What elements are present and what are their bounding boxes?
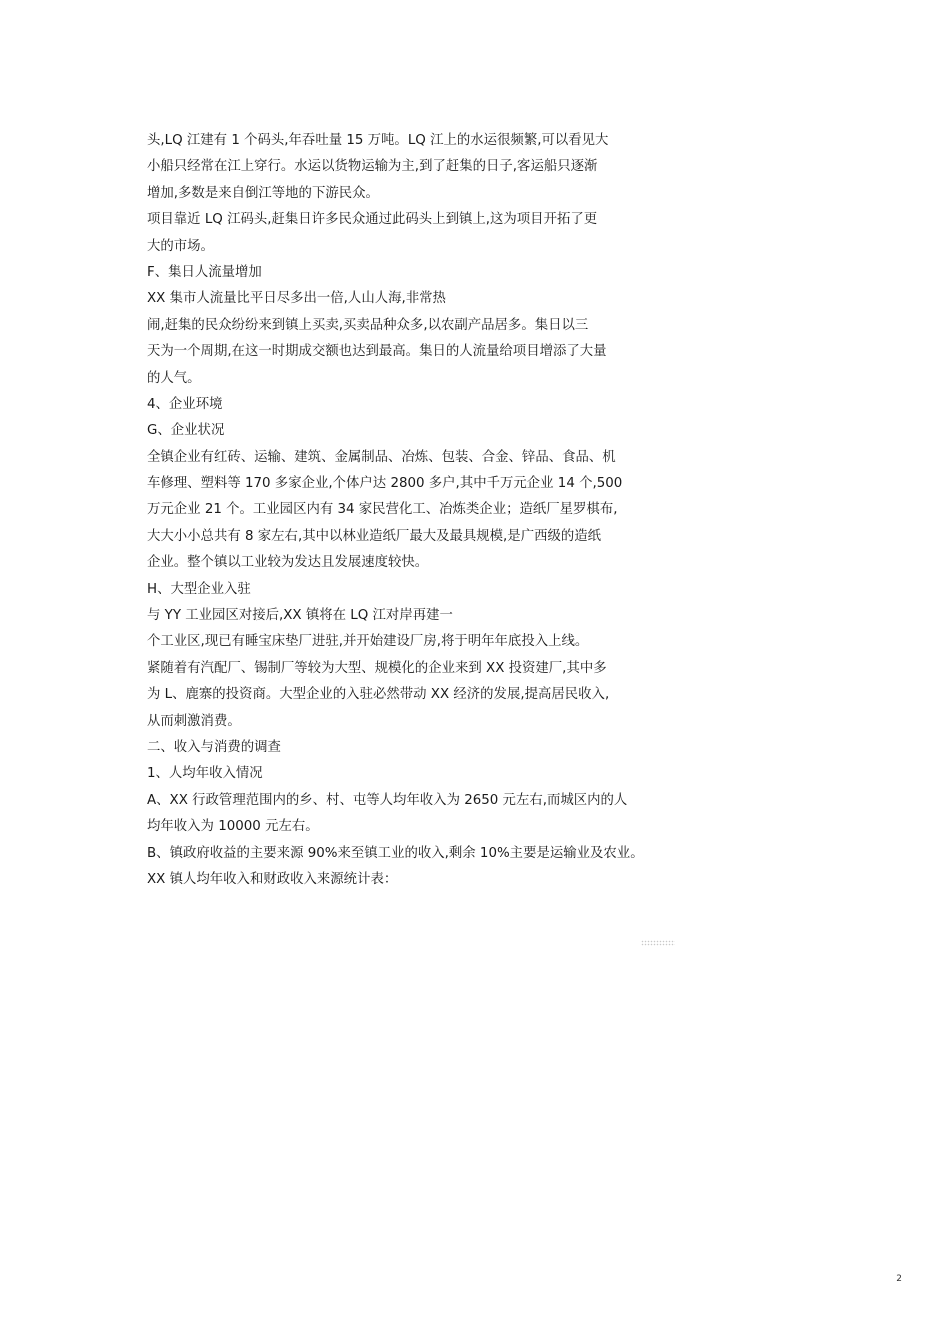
section-heading: H、大型企业入驻 [147,581,251,597]
text-line: 个工业区,现已有睡宝床垫厂进驻,并开始建设厂房,将于明年年底投入上线。 [147,634,589,650]
text-line: 与 YY 工业园区对接后,XX 镇将在 LQ 江对岸再建一 [147,608,453,624]
page-number: 2 [896,1274,902,1284]
text-line: 紧随着有汽配厂、锡制厂等较为大型、规模化的企业来到 XX 投资建厂,其中多 [147,660,607,676]
text-line: 头,LQ 江建有 1 个码头,年吞吐量 15 万吨。LQ 江上的水运很频繁,可以看见大 [147,133,609,148]
text-line: 的人气。 [147,370,201,386]
text-line: A、XX 行政管理范围内的乡、村、屯等人均年收入为 2650 元左右,而城区内的人 [147,792,628,808]
text-line: 万元企业 21 个。工业园区内有 34 家民营化工、冶炼类企业；造纸厂星罗棋布, [147,502,618,518]
text-line: 天为一个周期,在这一时期成交额也达到最高。集日的人流量给项目增添了大量 [147,344,607,360]
text-line: XX 集市人流量比平日尽多出一倍,人山人海,非常热 [147,291,446,307]
text-line: B、镇政府收益的主要来源 90%来至镇工业的收入,剩余 10%主要是运输业及农业。 [147,845,644,861]
text-line: 为 L、鹿寨的投资商。大型企业的入驻必然带动 XX 经济的发展,提高居民收入, [147,687,610,703]
section-heading: 二、收入与消费的调查 [147,739,281,755]
section-heading: 4、企业环境 [147,396,223,412]
section-heading: 1、人均年收入情况 [147,766,263,782]
text-line: 项目靠近 LQ 江码头,赶集日许多民众通过此码头上到镇上,这为项目开拓了更 [147,212,598,228]
document-body [147,128,647,893]
section-heading: G、企业状况 [147,423,225,439]
text-line: 从而刺激消费。 [147,713,241,729]
text-line: 大大小小总共有 8 家左右,其中以林业造纸厂最大及最具规模,是广西级的造纸 [147,528,602,544]
text-line: XX 镇人均年收入和财政收入来源统计表： [147,871,398,887]
text-line: 闹,赶集的民众纷纷来到镇上买卖,买卖品种众多,以农副产品居多。集日以三 [147,317,589,333]
text-line: 增加,多数是来自倒江等地的下游民众。 [147,185,379,201]
text-line: 小船只经常在江上穿行。水运以货物运输为主,到了赶集的日子,客运船只逐渐 [147,159,598,175]
text-line: 均年收入为 10000 元左右。 [147,819,319,835]
faint-dot-mark [641,940,675,946]
text-line: 车修理、塑料等 170 多家企业,个体户达 2800 多户,其中千万元企业 14 个,500 [147,476,623,492]
text-line: 全镇企业有红砖、运输、建筑、金属制品、冶炼、包装、合金、锌品、食品、机 [147,449,616,465]
section-heading: F、集日人流量增加 [147,264,262,280]
text-line: 企业。整个镇以工业较为发达且发展速度较快。 [147,555,429,571]
text-line: 大的市场。 [147,238,214,254]
